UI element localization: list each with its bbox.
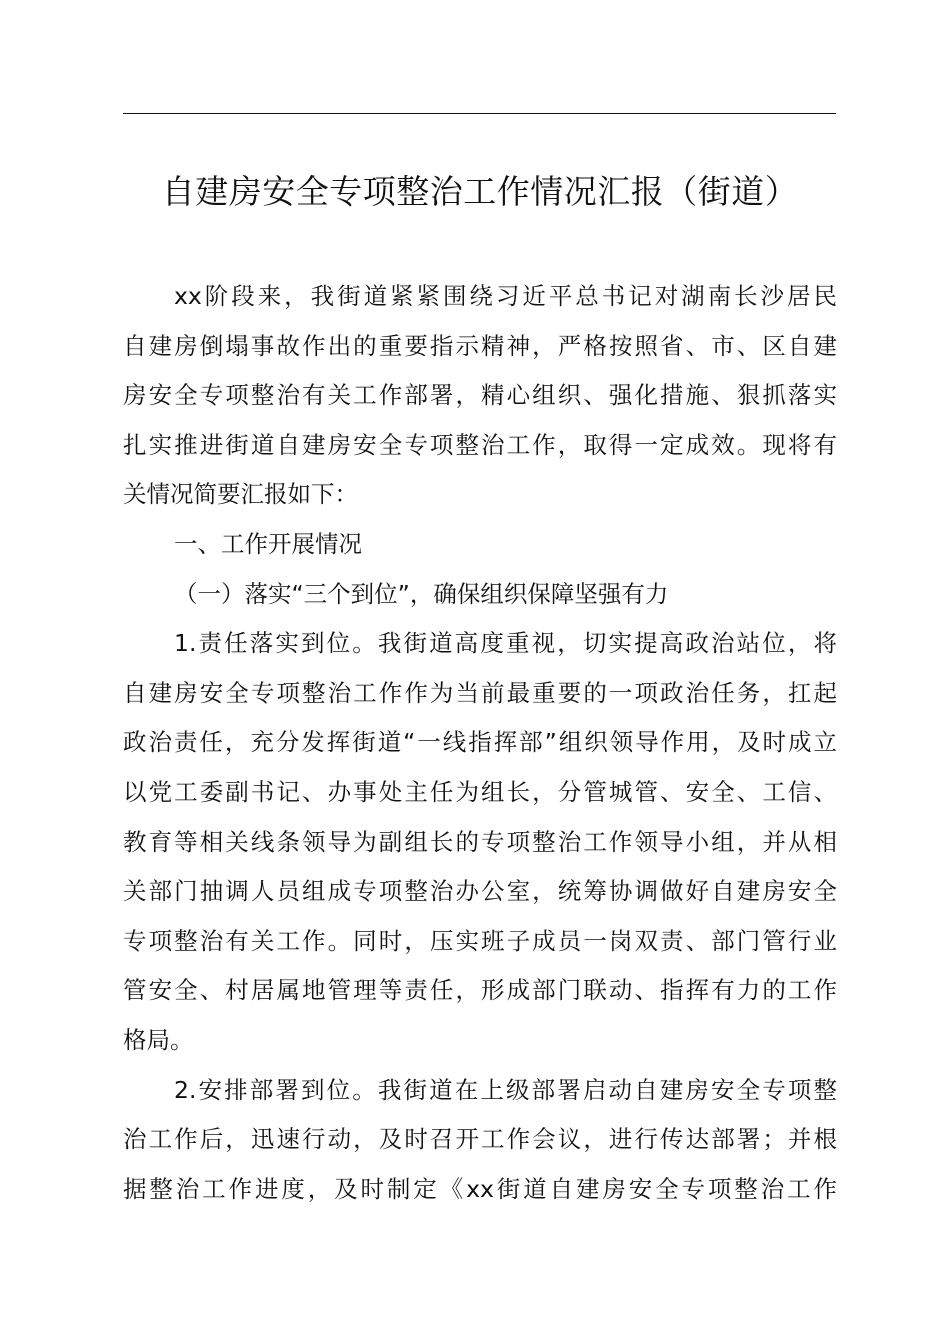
paragraph-line: 据整治工作进度，及时制定《xx街道自建房安全专项整治工作 [123,1174,837,1203]
paragraph-line: 2.安排部署到位。我街道在上级部署启动自建房安全专项整 [174,1075,837,1104]
paragraph-line: 关情况简要汇报如下： [123,480,358,509]
paragraph-line: 房安全专项整治有关工作部署，精心组织、强化措施、狠抓落实 [123,381,837,410]
paragraph-line: xx阶段来，我街道紧紧围绕习近平总书记对湖南长沙居民 [174,282,837,310]
paragraph-line: 1.责任落实到位。我街道高度重视，切实提高政治站位，将 [174,629,837,658]
paragraph-line: 自建房倒塌事故作出的重要指示精神，严格按照省、市、区自建 [123,331,837,360]
paragraph-line: 教育等相关线条领导为副组长的专项整治工作领导小组，并从相 [123,827,837,856]
paragraph-line: 专项整治有关工作。同时，压实班子成员一岗双责、部门管行业 [123,926,837,955]
section-heading: 一、工作开展情况 [174,529,362,558]
paragraph-line: 格局。 [123,1025,194,1054]
document-title: 自建房安全专项整治工作情况汇报（街道） [161,172,799,211]
paragraph-line: 以党工委副书记、办事处主任为组长，分管城管、安全、工信、 [123,777,837,806]
document-body [123,272,837,1214]
header-rule [123,113,836,114]
paragraph-line: 治工作后，迅速行动，及时召开工作会议，进行传达部署；并根 [123,1125,837,1154]
paragraph-line: 扎实推进街道自建房安全专项整治工作，取得一定成效。现将有 [123,430,837,459]
subsection-heading: （一）落实“三个到位”，确保组织保障坚强有力 [174,579,669,608]
paragraph-line: 政治责任，充分发挥街道“一线指挥部”组织领导作用，及时成立 [123,728,837,757]
paragraph-line: 关部门抽调人员组成专项整治办公室，统筹协调做好自建房安全 [123,877,837,906]
paragraph-line: 自建房安全专项整治工作作为当前最重要的一项政治任务，扛起 [123,678,837,707]
paragraph-line: 管安全、村居属地管理等责任，形成部门联动、指挥有力的工作 [123,976,837,1005]
